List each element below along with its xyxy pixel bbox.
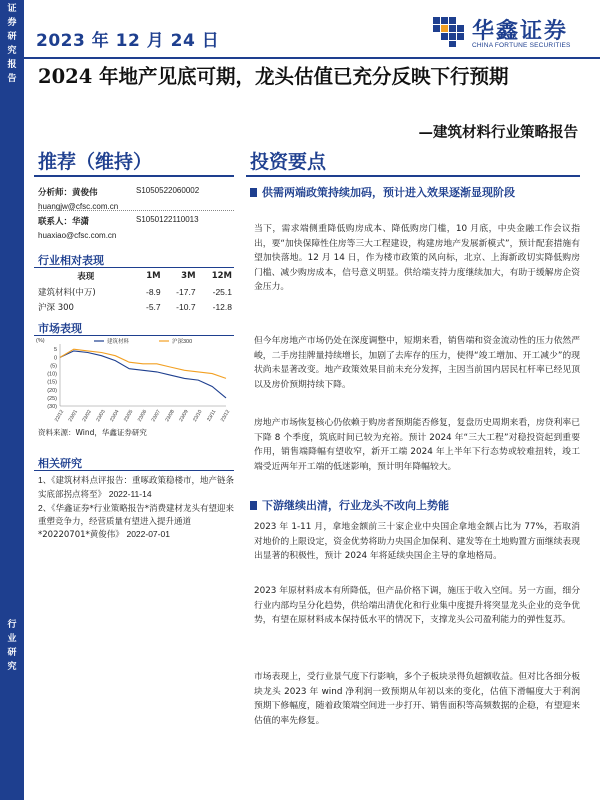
related-research-list xyxy=(38,474,234,543)
bullet-square-icon xyxy=(250,188,257,197)
table-cell: -5.7 xyxy=(145,302,161,312)
bullet-square-icon xyxy=(250,501,257,510)
side-char: 券 xyxy=(7,18,17,28)
y-tick-label: (10) xyxy=(47,371,57,378)
analyst-email[interactable]: huangjw@cfsc.com.cn xyxy=(38,202,119,211)
y-tick-label: 0 xyxy=(53,355,57,362)
legend-label: 建筑材料 xyxy=(107,339,130,345)
table-cell: -25.1 xyxy=(212,287,232,297)
x-tick-label: 23/01 xyxy=(67,409,80,423)
paragraph: 2023 年 1-11 月，拿地金额前三十家企业中央国企拿地金额占比为 77%，若取消对地价的上限设定，资金优势将助力央国企加保利、建发等在土地购置方面继续表现出显著的积极性，预计 2024 年将延续央国企主导的拿地格局。 xyxy=(254,522,580,561)
x-tick-label: 23/11 xyxy=(206,409,218,423)
report-subtitle: —建筑材料行业策略报告 xyxy=(418,124,578,141)
side-char: 证 xyxy=(7,4,17,14)
column-header: 12M xyxy=(211,271,232,281)
logo-english-name: CHINA FORTUNE SECURITIES xyxy=(472,42,571,49)
logo-mark-icon xyxy=(432,16,466,48)
list-item-date: 2022-07-01 xyxy=(126,529,170,539)
list-item-number: 2、 xyxy=(38,503,52,513)
section-divider xyxy=(34,470,234,471)
table-row xyxy=(38,299,234,314)
related-heading: 相关研究 xyxy=(38,457,82,470)
contact-cert-code: S1050122110013 xyxy=(136,215,199,224)
x-tick-label: 23/10 xyxy=(192,409,204,423)
list-item[interactable] xyxy=(38,502,234,542)
table-cell: -17.7 xyxy=(176,287,196,297)
side-char: 研 xyxy=(7,648,17,658)
table-cell: -8.9 xyxy=(145,287,161,297)
contact-block xyxy=(38,215,234,240)
table-header-row xyxy=(38,270,234,284)
y-tick-label: (5) xyxy=(50,363,57,370)
x-tick-label: 23/09 xyxy=(178,409,190,423)
y-tick-label: (20) xyxy=(47,387,57,394)
analyst-name: 黄俊伟 xyxy=(72,188,98,198)
investment-heading: 投资要点 xyxy=(250,151,327,173)
x-tick-label: 23/02 xyxy=(81,409,93,423)
side-label-report-type xyxy=(3,2,21,86)
y-tick-label: 5 xyxy=(53,347,57,354)
header-divider xyxy=(24,57,600,59)
table-cell: -12.8 xyxy=(212,302,232,312)
report-date: 2023 年 12 月 24 日 xyxy=(36,31,220,51)
list-item-title: 《建筑材料点评报告：重啄政策稳楼市，地产链条实底部拐点将至》 xyxy=(38,476,234,500)
dotted-divider xyxy=(38,210,234,211)
side-char: 业 xyxy=(7,634,17,644)
list-item-title: 《华鑫证券*行业策略报告*消费建材龙头有望迎来重塑竞争力，经营质量有望进入提升通道*20220701*黄俊伟》 xyxy=(38,504,234,540)
performance-table xyxy=(38,270,234,314)
right-column-divider xyxy=(246,175,580,177)
legend-label: 沪深300 xyxy=(172,339,193,345)
paragraph: 市场表现上，受行业景气度下行影响，多个子板块录得负超额收益。但对比各细分板块龙头 2023 年 wind 净利润一致预期从年初以来的变化，估值下滑幅度大于利润预期下修幅度，随着政策端空间进一步打开、销售面积等高频数据的企稳，有望迎来估值的率先修复。 xyxy=(254,672,580,726)
market-performance-chart xyxy=(34,336,234,428)
performance-heading: 行业相对表现 xyxy=(38,254,104,267)
x-tick-label: 22/12 xyxy=(53,409,66,423)
table-cell: 建筑材料(中万) xyxy=(38,288,96,298)
logo-chinese-name: 华鑫证券 xyxy=(472,19,569,44)
x-tick-label: 23/04 xyxy=(109,409,121,423)
paragraph: 但今年房地产市场仍处在深度调整中，短期来看，销售端和资金流动性的压力依然严峻，二手房挂牌量持续增长，加剧了去库存的压力，使得“竣工增加、开工减少”的现状尚未显著改变。地产政策效果目前未充分发挥，主因当前国内居民杠杆率已经见顶以及房价预期持续下降。 xyxy=(254,336,580,390)
contact-name: 华潇 xyxy=(72,217,90,227)
contact-label: 联系人： xyxy=(38,217,73,227)
column-header: 表现 xyxy=(77,272,95,282)
x-tick-label: 23/05 xyxy=(122,409,135,423)
section-divider xyxy=(34,267,234,268)
series-line-1 xyxy=(60,351,226,398)
x-tick-label: 23/03 xyxy=(95,409,107,423)
paragraph: 房地产市场恢复核心仍依赖于购房者预期能否修复，复盘历史周期来看，房贷利率已下降 8 个季度，筑底时间已较为充裕。预计 2024 年“三大工程”对稳投资起到重要作用，销售端降幅有望收窄，新开工端 2024 年上半年下行态势或较难扭转，竣工端受近两年开工端的低迷影响，预计明年降幅较大。 xyxy=(254,418,580,472)
point-heading-text: 供需两端政策持续加码，预计进入效果逐渐显现阶段 xyxy=(262,186,515,199)
y-unit-label: (%) xyxy=(36,338,45,344)
point-heading-2 xyxy=(250,498,580,513)
x-tick-label: 23/06 xyxy=(136,409,149,423)
side-char: 行 xyxy=(7,620,17,630)
side-char: 告 xyxy=(7,74,17,84)
company-logo xyxy=(432,12,592,54)
x-tick-label: 23/07 xyxy=(150,409,163,423)
table-row xyxy=(38,284,234,299)
column-header: 3M xyxy=(181,271,196,281)
contact-email[interactable]: huaxiao@cfsc.com.cn xyxy=(38,231,117,240)
point-heading-text: 下游继续出清，行业龙头不改向上势能 xyxy=(262,499,449,512)
market-heading: 市场表现 xyxy=(38,322,82,335)
list-item-number: 1、 xyxy=(38,475,52,485)
y-tick-label: (30) xyxy=(47,404,57,410)
side-char: 报 xyxy=(7,60,17,70)
y-tick-label: (15) xyxy=(47,379,57,386)
y-tick-label: (25) xyxy=(47,395,57,402)
analyst-label: 分析师： xyxy=(38,188,73,198)
rating: 推荐（维持） xyxy=(38,151,153,173)
side-label-industry xyxy=(3,618,21,674)
side-category-tab xyxy=(0,0,24,800)
paragraph: 2023 年原材料成本有所降低，但产品价格下调，施压于收入空间。另一方面，细分行业内部均呈分化趋势，供给端出清优化和行业集中度提升将突显龙头企业的竞争优势，有望在原材料成本保持低水平的情况下，支撑龙头公司盈利能力的弹性复苏。 xyxy=(254,586,580,625)
side-char: 究 xyxy=(7,46,17,56)
list-item[interactable] xyxy=(38,474,234,501)
x-tick-label: 23/08 xyxy=(164,409,176,423)
table-cell: -10.7 xyxy=(176,302,196,312)
x-tick-label: 23/12 xyxy=(219,409,232,423)
column-header: 1M xyxy=(146,271,161,281)
chart-source: 资料来源：Wind，华鑫证券研究 xyxy=(38,428,147,437)
table-cell: 沪深 300 xyxy=(38,303,74,313)
paragraph: 当下，需求端侧重降低购房成本、降低购房门槛，10 月底，中央金融工作会议指出，要“加快保障性住房等三大工程建设，构建房地产发展新模式”，预计配套措施有望加快落地。12 月 14 日，作为楼市政策的风向标，北京、上海新政切实降低购房门槛、减少购房成本，信号意义明显。供给端支持力度继续加大，有助于缓解房企资金压力。 xyxy=(254,224,580,292)
side-char: 究 xyxy=(7,662,17,672)
analyst-cert-code: S1050522060002 xyxy=(136,186,200,195)
side-char: 研 xyxy=(7,32,17,42)
point-heading-1 xyxy=(250,185,580,200)
report-title: 2024 年地产见底可期，龙头估值已充分反映下行预期 xyxy=(38,65,509,88)
analyst-block xyxy=(38,186,234,211)
list-item-date: 2022-11-14 xyxy=(108,488,152,499)
left-column-divider xyxy=(34,175,234,177)
